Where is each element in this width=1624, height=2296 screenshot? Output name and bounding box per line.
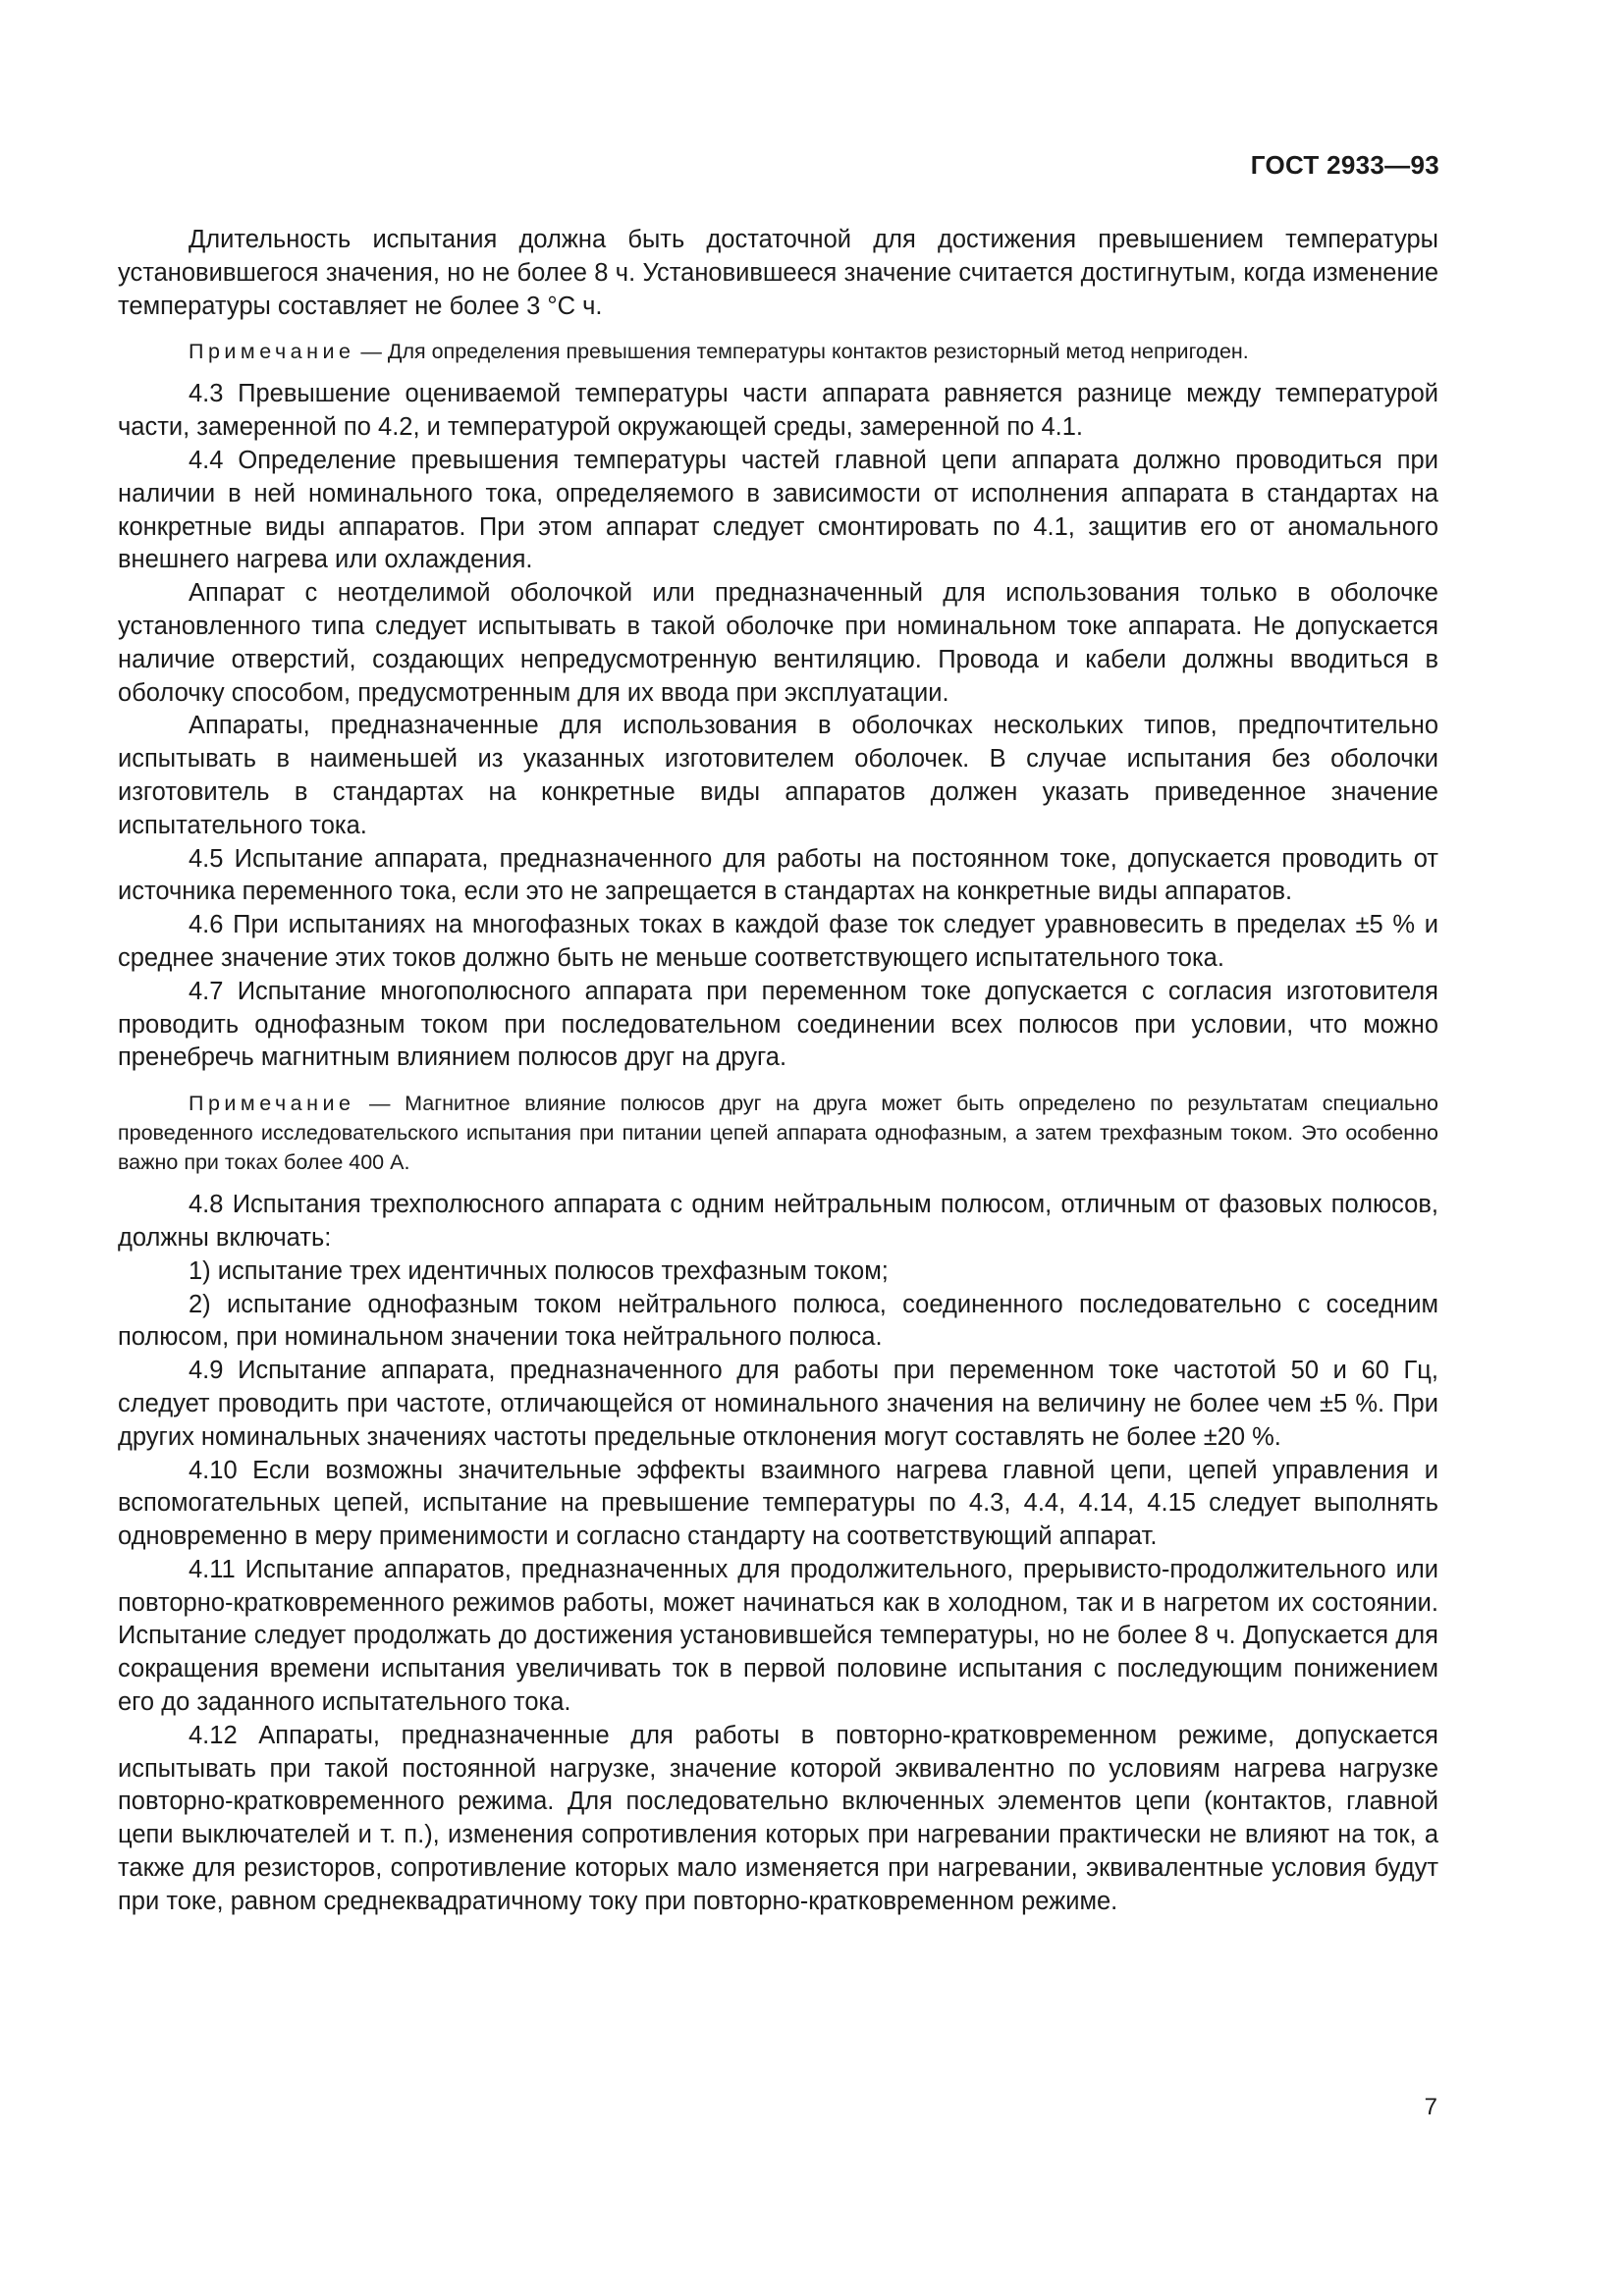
paragraph-4-5: 4.5 Испытание аппарата, предназначенного для работы на постоянном токе, допускается проводить от источника переменного тока, если это не запрещается в стандартах на конкретные виды аппаратов. [118, 844, 1438, 906]
paragraph: Аппараты, предназначенные для использования в оболочках нескольких типов, предпочтительно испытывать в наименьшей из указанных изготовителем оболочек. В случае испытания без оболочки изготовитель в стандартах на конкретные виды аппаратов должен указать приведенное значение испытательного тока. [118, 712, 1438, 839]
paragraph-4-8: 4.8 Испытания трехполюсного аппарата с одним нейтральным полюсом, отличным от фазовых полюсов, должны включать: [118, 1191, 1438, 1252]
note-1 [118, 337, 1438, 366]
document-body [118, 224, 1438, 1919]
note-label: Примечание [189, 1092, 355, 1116]
paragraph-4-6: 4.6 При испытаниях на многофазных токах в каждой фазе ток следует уравновесить в пределах ±5 % и среднее значение этих токов должно быть не меньше соответствующего испытательного тока. [118, 911, 1438, 972]
paragraph-4-9: 4.9 Испытание аппарата, предназначенного для работы при переменном токе частотой 50 и 60 Гц, следует проводить при частоте, отличающейся от номинального значения на величину не более чем ±5 %. При других номинальных значениях частоты предельные отклонения могут составлять не более ±20 %. [118, 1357, 1438, 1451]
paragraph-4-11: 4.11 Испытание аппаратов, предназначенных для продолжительного, прерывисто-продолжительного или повторно-кратковременного режимов работы, может начинаться как в холодном, так и в нагретом их состоянии. Испытание следует продолжать до достижения установившейся температуры, но не более 8 ч. Допускается для сокращения времени испытания увеличивать ток в первой половине испытания с последующим понижением его до заданного испытательного тока. [118, 1555, 1438, 1717]
paragraph-4-4: 4.4 Определение превышения температуры частей главной цепи аппарата должно проводиться при наличии в ней номинального тока, определяемого в зависимости от исполнения аппарата в стандартах на конкретные виды аппаратов. При этом аппарат следует смонтировать по 4.1, защитив его от аномального внешнего нагрева или охлаждения. [118, 446, 1438, 574]
document-header: ГОСТ 2933—93 [1250, 150, 1439, 180]
paragraph-4-12: 4.12 Аппараты, предназначенные для работы в повторно-кратковременном режиме, допускается испытывать при такой постоянной нагрузке, значение которой эквивалентно по условиям нагрева нагрузке повторно-кратковременного режима. Для последовательно включенных элементов цепи (контактов, главной цепи выключателей и т. п.), изменения сопротивления которых при нагревании практически не влияют на ток, а также для резисторов, сопротивление которых мало изменяется при нагревании, эквивалентные условия будут при токе, равном среднеквадратичному току при повторно-кратковременном режиме. [118, 1721, 1438, 1915]
list-item: 1) испытание трех идентичных полюсов трехфазным током; [189, 1256, 889, 1285]
paragraph: Длительность испытания должна быть достаточной для достижения превышением температуры установившегося значения, но не более 8 ч. Установившееся значение считается достигнутым, когда изменение температуры составляет не более 3 °С ч. [118, 226, 1438, 320]
note-text: — Для определения превышения температуры контактов резисторный метод непригоден. [354, 340, 1249, 364]
paragraph-4-10: 4.10 Если возможны значительные эффекты взаимного нагрева главной цепи, цепей управления и вспомогательных цепей, испытание на превышение температуры по 4.3, 4.4, 4.14, 4.15 следует выполнять одновременно в меру применимости и согласно стандарту на соответствующий аппарат. [118, 1456, 1438, 1551]
note-text: — Магнитное влияние полюсов друг на друга может быть определено по результатам специально проведенного исследовательского испытания при питании цепей аппарата однофазным, а затем трехфазным током. Это особенно важно при токах более 400 А. [118, 1092, 1438, 1175]
paragraph-4-7: 4.7 Испытание многополюсного аппарата при переменном токе допускается с согласия изготовителя проводить однофазным током при последовательном соединении всех полюсов при условии, что можно пренебречь магнитным влиянием полюсов друг на друга. [118, 977, 1438, 1072]
page-number: 7 [1424, 2094, 1437, 2120]
list-item: 2) испытание однофазным током нейтрального полюса, соединенного последовательно с соседним полюсом, при номинальном значении тока нейтрального полюса. [118, 1290, 1438, 1352]
note-2 [118, 1089, 1438, 1177]
paragraph-4-3: 4.3 Превышение оцениваемой температуры части аппарата равняется разнице между температурой части, замеренной по 4.2, и температурой окружающей среды, замеренной по 4.1. [118, 380, 1438, 442]
note-label: Примечание [189, 340, 355, 364]
paragraph: Аппарат с неотделимой оболочкой или предназначенный для использования только в оболочке установленного типа следует испытывать в такой оболочке при номинальном токе аппарата. Не допускается наличие отверстий, создающих непредусмотренную вентиляцию. Провода и кабели должны вводиться в оболочку способом, предусмотренным для их ввода при эксплуатации. [118, 579, 1438, 707]
